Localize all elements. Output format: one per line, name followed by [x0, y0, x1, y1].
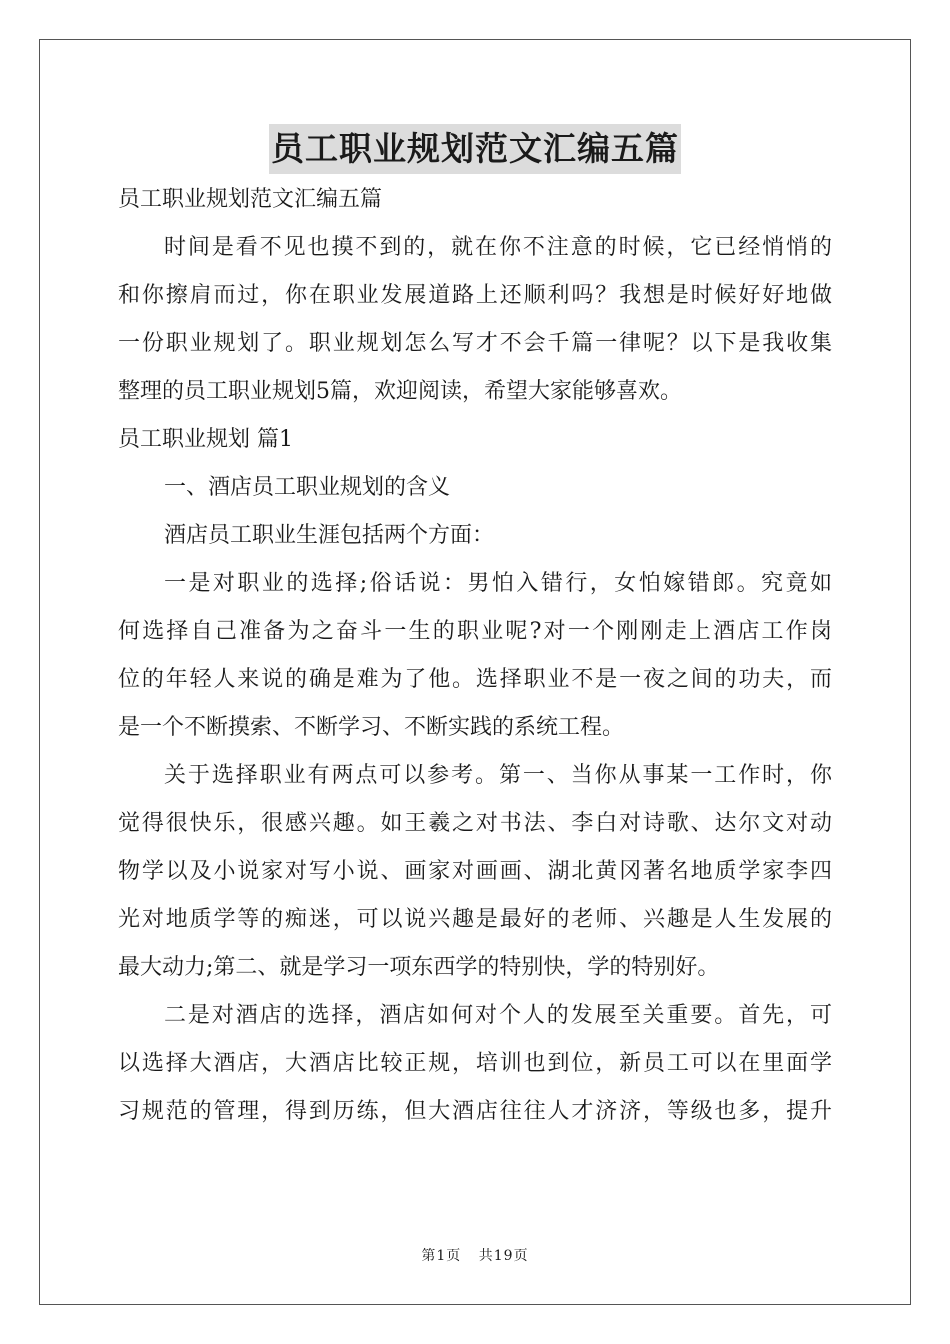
page-total: 共19页: [478, 1248, 529, 1264]
page-footer: [0, 1245, 950, 1265]
section-heading: 员工职业规划 篇1: [118, 427, 293, 452]
intro-line: 一份职业规划了。职业规划怎么写才不会千篇一律呢？以下是我收集: [118, 331, 832, 356]
page-number: 第1页: [421, 1248, 462, 1264]
paragraph-line: 觉得很快乐，很感兴趣。如王羲之对书法、李白对诗歌、达尔文对动: [118, 811, 832, 836]
paragraph-2: [118, 560, 832, 752]
paragraph-line: 以选择大酒店，大酒店比较正规，培训也到位，新员工可以在里面学: [118, 1051, 832, 1076]
paragraph-line: 光对地质学等的痴迷，可以说兴趣是最好的老师、兴趣是人生发展的: [118, 907, 832, 932]
paragraph-3: [118, 752, 832, 992]
intro-line: 时间是看不见也摸不到的，就在你不注意的时候，它已经悄悄的: [164, 235, 832, 260]
paragraph-1: 酒店员工职业生涯包括两个方面：: [164, 523, 495, 548]
document-title: 员工职业规划范文汇编五篇: [269, 124, 681, 174]
paragraph-line: 物学以及小说家对写小说、画家对画画、湖北黄冈著名地质学家李四: [118, 859, 832, 884]
intro-paragraph: [118, 224, 832, 416]
paragraph-line: 习规范的管理，得到历练，但大酒店往往人才济济，等级也多，提升: [118, 1099, 832, 1124]
paragraph-line: 最大动力;第二、就是学习一项东西学的特别快，学的特别好。: [118, 955, 720, 980]
paragraph-line: 位的年轻人来说的确是难为了他。选择职业不是一夜之间的功夫，而: [118, 667, 832, 692]
title-container: [0, 124, 950, 174]
paragraph-4: [118, 992, 832, 1136]
paragraph-line: 二是对酒店的选择，酒店如何对个人的发展至关重要。首先，可: [164, 1003, 832, 1028]
subtitle-line: 员工职业规划范文汇编五篇: [118, 187, 383, 212]
intro-line: 和你擦肩而过，你在职业发展道路上还顺利吗？我想是时候好好地做: [118, 283, 832, 308]
document-body: [118, 176, 832, 1136]
heading-1: 一、酒店员工职业规划的含义: [164, 475, 451, 500]
paragraph-line: 何选择自己准备为之奋斗一生的职业呢?对一个刚刚走上酒店工作岗: [118, 619, 832, 644]
paragraph-line: 关于选择职业有两点可以参考。第一、当你从事某一工作时，你: [164, 763, 832, 788]
intro-line: 整理的员工职业规划5篇，欢迎阅读，希望大家能够喜欢。: [118, 379, 682, 404]
paragraph-line: 一是对职业的选择;俗话说：男怕入错行，女怕嫁错郎。究竟如: [164, 571, 832, 596]
paragraph-line: 是一个不断摸索、不断学习、不断实践的系统工程。: [118, 715, 625, 740]
